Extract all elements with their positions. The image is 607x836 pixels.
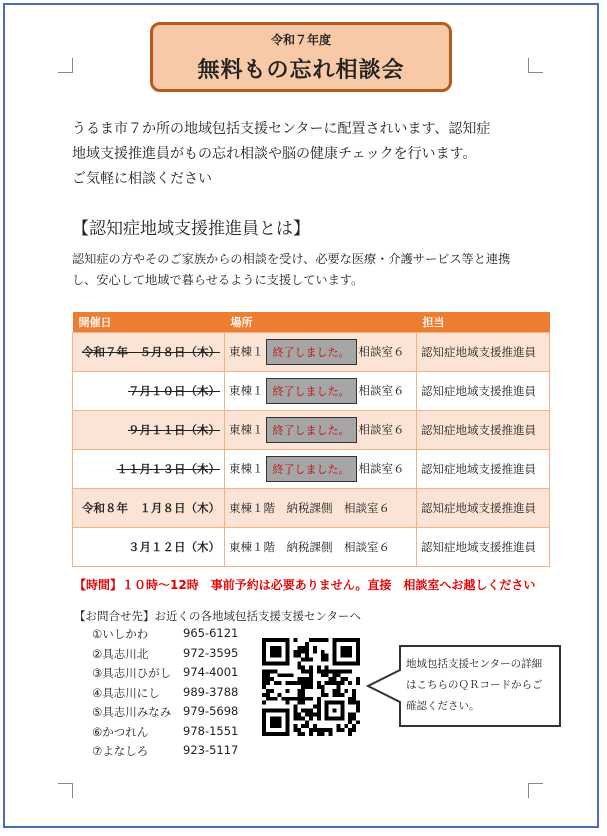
table-row [73, 528, 550, 567]
center-phone: 979-5698 [183, 704, 239, 718]
list-item [92, 685, 243, 705]
ended-badge: 終了しました。 [266, 339, 357, 365]
header-date: 開催日 [73, 312, 225, 333]
place-cell: 東棟１階 納税課側 相談室６ [225, 489, 417, 528]
date-cell: ９月１１日（木） [73, 411, 225, 450]
date-cell: 令和８年 １月８日（木） [73, 489, 225, 528]
place-cell [225, 411, 417, 450]
list-item [92, 646, 243, 666]
crop-mark-top-left [58, 58, 73, 73]
place-suffix: 相談室６ [358, 344, 405, 359]
place-suffix: 相談室６ [358, 383, 405, 398]
list-item [92, 724, 243, 744]
place-cell: 東棟１階 納税課側 相談室６ [225, 528, 417, 567]
contact-list [92, 626, 243, 763]
center-phone: 974-4001 [183, 665, 239, 679]
date-cell: ７月１０日（木） [73, 372, 225, 411]
staff-cell: 認知症地域支援推進員 [417, 333, 550, 372]
center-phone: 965-6121 [183, 626, 239, 640]
callout-line: はこちらのＱＲコードからご [406, 679, 543, 691]
staff-cell: 認知症地域支援推進員 [417, 372, 550, 411]
section-paragraph [72, 249, 542, 291]
table-row [73, 333, 550, 372]
center-name: ②具志川北 [92, 646, 149, 661]
place-cell [225, 372, 417, 411]
section-line: し、安心して地域で暮らせるように支援しています。 [72, 273, 364, 287]
table-row [73, 372, 550, 411]
center-name: ⑦よなしろ [92, 744, 149, 758]
staff-cell: 認知症地域支援推進員 [417, 489, 550, 528]
place-prefix: 東棟１ [229, 461, 264, 476]
place-cell [225, 333, 417, 372]
center-name: ④具志川にし [92, 685, 160, 700]
center-phone: 923-5117 [183, 743, 239, 757]
table-row [73, 489, 550, 528]
crop-mark-bottom-right [528, 783, 543, 798]
center-name: ①いしかわ [92, 627, 149, 641]
place-cell [225, 450, 417, 489]
center-phone: 989-3788 [183, 684, 239, 699]
staff-cell: 認知症地域支援推進員 [417, 450, 550, 489]
contact-heading: 【お問合せ先】お近くの各地域包括支援支援センターへ [74, 609, 362, 623]
callout-text [406, 654, 556, 717]
place-suffix: 相談室６ [358, 461, 405, 476]
date-cell: ３月１２日（木） [73, 528, 225, 567]
list-item [92, 704, 243, 724]
table-row [73, 450, 550, 489]
section-heading: 【認知症地域支援推進員とは】 [72, 219, 310, 239]
list-item [92, 665, 243, 685]
place-suffix: 相談室６ [358, 422, 405, 437]
title-year: 令和７年度 [270, 33, 331, 47]
list-item [92, 626, 243, 646]
place-prefix: 東棟１ [229, 344, 264, 359]
header-place: 場所 [225, 312, 417, 333]
callout-line: 地域包括支援センターの詳細 [406, 658, 543, 670]
intro-line: ご気軽に相談ください [72, 171, 212, 187]
place-prefix: 東棟１ [229, 383, 264, 398]
table-row [73, 411, 550, 450]
center-phone: 978-1551 [183, 723, 239, 738]
schedule-table [72, 312, 550, 567]
intro-line: うるま市７か所の地域包括支援センターに配置されいます、認知症 [72, 121, 491, 137]
crop-mark-bottom-left [58, 783, 73, 798]
callout-line: 確認ください。 [406, 700, 480, 712]
crop-mark-top-right [528, 58, 543, 73]
ended-badge: 終了しました。 [266, 456, 357, 482]
table-header-row [73, 312, 550, 333]
time-notice: 【時間】１０時〜12時 事前予約は必要ありません。直接 相談室へお越しください [74, 578, 536, 592]
center-name: ⑥かつれん [92, 724, 149, 739]
ended-badge: 終了しました。 [266, 417, 357, 443]
date-cell: 令和７年 ５月８日（木） [73, 333, 225, 372]
header-staff: 担当 [417, 312, 550, 333]
qr-code[interactable] [262, 638, 360, 736]
list-item [92, 743, 243, 763]
date-cell: １１月１３日（木） [73, 450, 225, 489]
staff-cell: 認知症地域支援推進員 [417, 411, 550, 450]
ended-badge: 終了しました。 [266, 378, 357, 404]
staff-cell: 認知症地域支援推進員 [417, 528, 550, 567]
center-name: ⑤具志川みなみ [92, 705, 172, 719]
intro-paragraph [72, 117, 542, 192]
page-title: 無料もの忘れ相談会 [197, 58, 405, 83]
intro-line: 地域支援推進員がもの忘れ相談や脳の健康チェックを行います。 [72, 146, 477, 162]
title-banner [150, 22, 452, 92]
center-phone: 972-3595 [183, 645, 239, 660]
center-name: ③具志川ひがし [92, 666, 172, 680]
place-prefix: 東棟１ [229, 422, 264, 437]
section-line: 認知症の方やそのご家族からの相談を受け、必要な医療・介護サービス等と連携 [72, 252, 511, 266]
